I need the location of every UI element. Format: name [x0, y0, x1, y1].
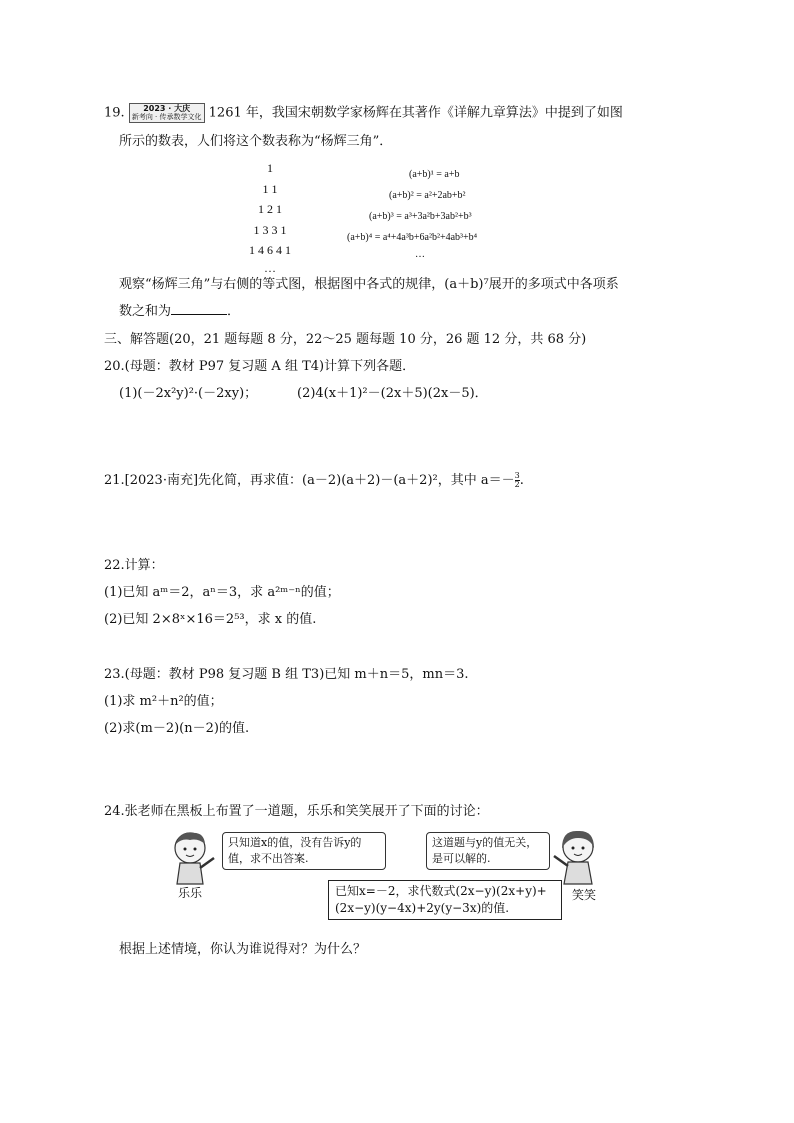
q23-line1: 23.(母题：教材 P98 复习题 B 组 T3)已知 m＋n＝5，mn＝3. — [104, 667, 469, 682]
lele-boy-icon — [168, 828, 218, 888]
q19-text1: 1261 年，我国宋朝数学家杨辉在其著作《详解九章算法》中提到了如图 — [208, 105, 623, 121]
q22-part2: (2)已知 2×8ˣ×16＝2⁵³，求 x 的值. — [104, 612, 317, 627]
q23-part2: (2)求(m－2)(n－2)的值. — [104, 721, 250, 736]
q23-part1: (1)求 m²＋n²的值； — [104, 694, 223, 709]
equation-1: (a+b)¹ = a+b — [409, 169, 460, 180]
q19-line4-pre: 数之和为 — [119, 304, 172, 319]
triangle-row-2: 1 1 — [262, 181, 278, 196]
q22-part1: (1)已知 aᵐ＝2，aⁿ＝3，求 a²ᵐ⁻ⁿ的值； — [104, 585, 340, 600]
q21-frac-den: 2 — [514, 480, 520, 489]
badge-top: 2023 · 大庆 — [143, 104, 191, 113]
q21-end: . — [519, 473, 524, 488]
q19-line1 — [104, 103, 623, 124]
yang-hui-triangle — [220, 158, 320, 275]
problem-box: 已知x=－2，求代数式(2x−y)(2x+y)+(2x−y)(y−4x)+2y(y−3x)的值. — [328, 880, 562, 920]
q19-line4-post: ． — [227, 304, 241, 319]
triangle-row-5: 1 4 6 4 1 — [249, 243, 291, 257]
section3-heading: 三、解答题(20，21 题每题 8 分，22～25 题每题 10 分，26 题 12 分，共 68 分) — [104, 332, 587, 347]
answer-blank[interactable] — [171, 302, 227, 315]
xiaoxiao-girl-icon — [550, 826, 602, 886]
triangle-row-4: 1 3 3 1 — [253, 222, 287, 237]
equation-3: (a+b)³ = a³+3a²b+3ab²+b³ — [369, 211, 472, 222]
equation-4: (a+b)⁴ = a⁴+4a³b+6a²b²+4ab³+b⁴ — [347, 232, 478, 243]
q19-line3: 观察“杨辉三角”与右侧的等式图，根据图中各式的规律，(a＋b)⁷展开的多项式中各项系 — [119, 277, 619, 292]
q21-text: 21.[2023·南充]先化简，再求值：(a－2)(a＋2)－(a＋2)²，其中 a＝－ — [104, 473, 515, 488]
q21-line1 — [104, 471, 524, 491]
q24-question: 根据上述情境，你认为谁说得对？为什么？ — [119, 942, 367, 957]
q24-line1: 24.张老师在黑板上布置了一道题，乐乐和笑笑展开了下面的讨论： — [104, 804, 489, 819]
equation-2: (a+b)² = a²+2ab+b² — [389, 190, 466, 201]
q19-line2: 所示的数表，人们将这个数表称为“杨辉三角”． — [119, 134, 393, 149]
lele-speech-bubble: 只知道x的值，没有告诉y的值，求不出答案. — [222, 832, 386, 870]
triangle-ellipsis: … — [264, 260, 276, 275]
q20-part1: (1)(－2x²y)²·(－2xy)； — [119, 386, 258, 401]
q21-frac-num: 3 — [514, 471, 520, 480]
xiaoxiao-name: 笑笑 — [572, 888, 597, 902]
q22-line1: 22.计算： — [104, 558, 164, 573]
xiaoxiao-speech-bubble: 这道题与y的值无关，是可以解的. — [426, 832, 550, 870]
q19-line4 — [119, 302, 240, 322]
q20-part2: (2)4(x＋1)²－(2x＋5)(2x－5)． — [297, 386, 488, 401]
q19-number: 19. — [104, 105, 125, 121]
binomial-equations — [345, 164, 550, 262]
q20-line1: 20.(母题：教材 P97 复习题 A 组 T4)计算下列各题． — [104, 359, 416, 374]
badge-bottom: 新考向 · 传承数学文化 — [131, 113, 202, 121]
lele-name: 乐乐 — [178, 886, 203, 900]
q19-source-badge — [129, 103, 205, 123]
equation-ellipsis: … — [415, 249, 425, 260]
triangle-row-1: 1 — [267, 161, 273, 175]
triangle-row-3: 1 2 1 — [258, 202, 282, 216]
